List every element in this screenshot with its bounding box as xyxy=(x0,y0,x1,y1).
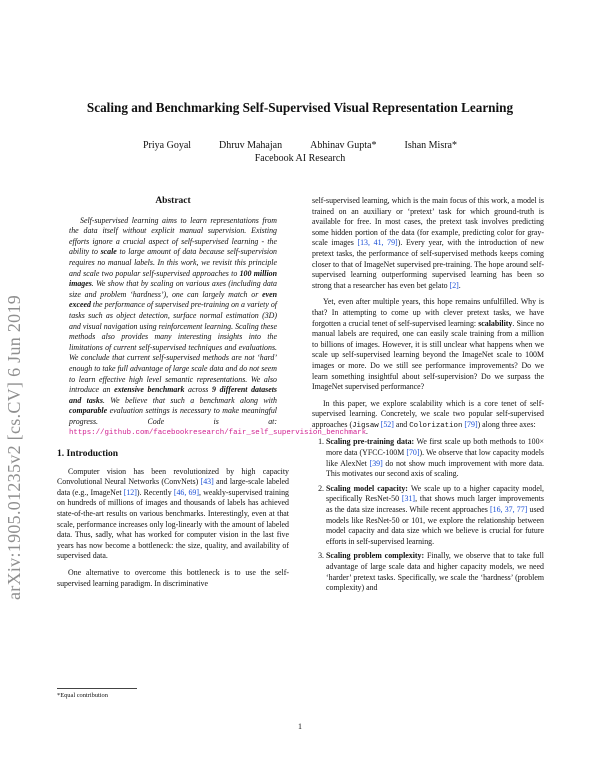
list-item: 1. Scaling pre-training data: We first scale up both methods to 100× more data (YFCC-100M [70]). We observe that low capacity models like AlexNet [39] do not show much improvement with more data. This motivates our second axis of scaling. xyxy=(326,437,544,479)
page-number: 1 xyxy=(298,722,302,731)
citation-link[interactable]: [16, 37, 77] xyxy=(490,505,528,515)
body-paragraph: In this paper, we explore scalability which is a core tenet of self-supervised learning. Concretely, we scale two popular self-supervised approaches (Jigsaw [52] and Colorization [79]) along three axes: xyxy=(312,398,544,430)
footnote: *Equal contribution xyxy=(57,692,108,699)
author-name: Abhinav Gupta* xyxy=(310,140,377,151)
author-name: Ishan Misra* xyxy=(404,140,457,151)
body-paragraph: Yet, even after multiple years, this hope remains unfulfilled. Why is that? In attempting to come up with clever pretext tasks, we have forgotten a crucial tenet of self-supervised learning: scalability. Since no manual labels are required, one can easily scale training from a million to billions of images. However, it is still unclear what happens when we scale up self-supervised learning beyond the ImageNet scale to 100M images or more. Do we still see performance improvements? Do we learn something insightful about self-supervision? Do we surpass the ImageNet supervised performance? xyxy=(312,297,544,392)
left-column xyxy=(57,196,369,595)
author-name: Dhruv Mahajan xyxy=(219,140,283,151)
list-item: 2. Scaling model capacity: We scale up to a higher capacity model, specifically ResNet-50 [31], that shows much larger improvements as the data size increases. While recent approaches [16, 37, 77] used models like ResNet-50 or 101, we explore the relationship between model capacity and data size which we believe is crucial for future efforts in self-supervised learning. xyxy=(326,484,544,548)
citation-link[interactable]: [12] xyxy=(123,487,137,497)
citation-link[interactable]: [46, 69] xyxy=(173,487,200,497)
abstract-heading: Abstract xyxy=(155,196,191,206)
citation-link[interactable]: [31] xyxy=(401,494,416,504)
right-column xyxy=(312,196,544,598)
citation-link[interactable]: [70] xyxy=(406,448,420,458)
citation-link[interactable]: [43] xyxy=(200,477,214,487)
author-name: Priya Goyal xyxy=(143,140,192,151)
paper-title: Scaling and Benchmarking Self-Supervised Visual Representation Learning xyxy=(86,100,514,115)
body-paragraph: self-supervised learning, which is the main focus of this work, a model is trained on an auxiliary or ‘pretext’ task for which ground-truth is available for free. In most cases, the pretext task involves predicting some hidden portion of the data (for example, predicting color for gray-scale images [13, 41, 79]). Every year, with the introduction of new pretext tasks, the performance of self-supervised methods keeps coming closer to that of ImageNet supervised pre-training. The hope around self-supervised learning outperforming supervised learning has been so strong that a researcher has even bet gelato [2]. xyxy=(312,196,544,290)
section-heading-introduction: 1. Introduction xyxy=(57,449,119,460)
citation-link[interactable]: [79] xyxy=(464,419,478,429)
arxiv-sidebar-id: arXiv:1905.01235v2 [cs.CV] 6 Jun 2019 xyxy=(4,294,24,600)
code-link[interactable]: https://github.com/facebookresearch/fair_self_supervision_benchmark xyxy=(69,429,367,438)
footnote-rule xyxy=(57,688,137,689)
citation-link[interactable]: [52] xyxy=(380,419,394,429)
list-item: 3. Scaling problem complexity: Finally, we observe that to take full advantage of large scale data and higher capacity models, we need ‘harder’ pretext tasks. Specifically, we scale the ‘hardness’ (problem complexity) and xyxy=(326,551,544,593)
intro-paragraph: One alternative to overcome this bottleneck is to use the self-supervised learning paradigm. In discriminative xyxy=(57,568,289,588)
abstract-body: Self-supervised learning aims to learn representations from the data itself without explicit manual supervision. Existing efforts ignore a crucial aspect of self-supervised learning - the ability to scale to large amount of data because self-supervision requires no manual labels. In this work, we revisit this principle and scale two popular self-supervised approaches to 100 million images. We show that by scaling on various axes (including data size and problem ‘hardness’), one can largely match or even exceed the performance of supervised pre-training on a variety of tasks such as object detection, surface normal estimation (3D) and visual navigation using reinforcement learning. Scaling these methods also provides many interesting insights into the limitations of current self-supervised techniques and evaluations. We conclude that current self-supervised methods are not ‘hard’ enough to take full advantage of large scale data and do not seem to learn effective high level semantic representations. We also introduce an extensive benchmark across 9 different datasets and tasks. We believe that such a benchmark along with comparable evaluation settings is necessary to make meaningful progress. Code is at: https://github.com/facebookresearch/fair_self_supervision_benchmark. xyxy=(69,215,369,438)
citation-link[interactable]: [2] xyxy=(449,280,459,290)
scaling-axes-list xyxy=(312,437,544,593)
citation-link[interactable]: [39] xyxy=(369,458,383,468)
citation-link[interactable]: [13, 41, 79] xyxy=(357,238,398,248)
affiliation: Facebook AI Research xyxy=(254,153,346,164)
intro-paragraph: Computer vision has been revolutionized by high capacity Convolutional Neural Networks (ConvNets) [43] and large-scale labeled data (e.g., ImageNet [12]). Recently [46, 69], weakly-supervised training on hundreds of millions of images and thousands of labels has achieved state-of-the-art results on various benchmarks. Interestingly, even at that scale, performance increases only log-linearly with the amount of labeled data. Thus, sadly, what has worked for computer vision in the last five years has now become a bottleneck: the size, quality, and availability of supervised data. xyxy=(57,466,290,561)
author-block xyxy=(40,140,560,164)
